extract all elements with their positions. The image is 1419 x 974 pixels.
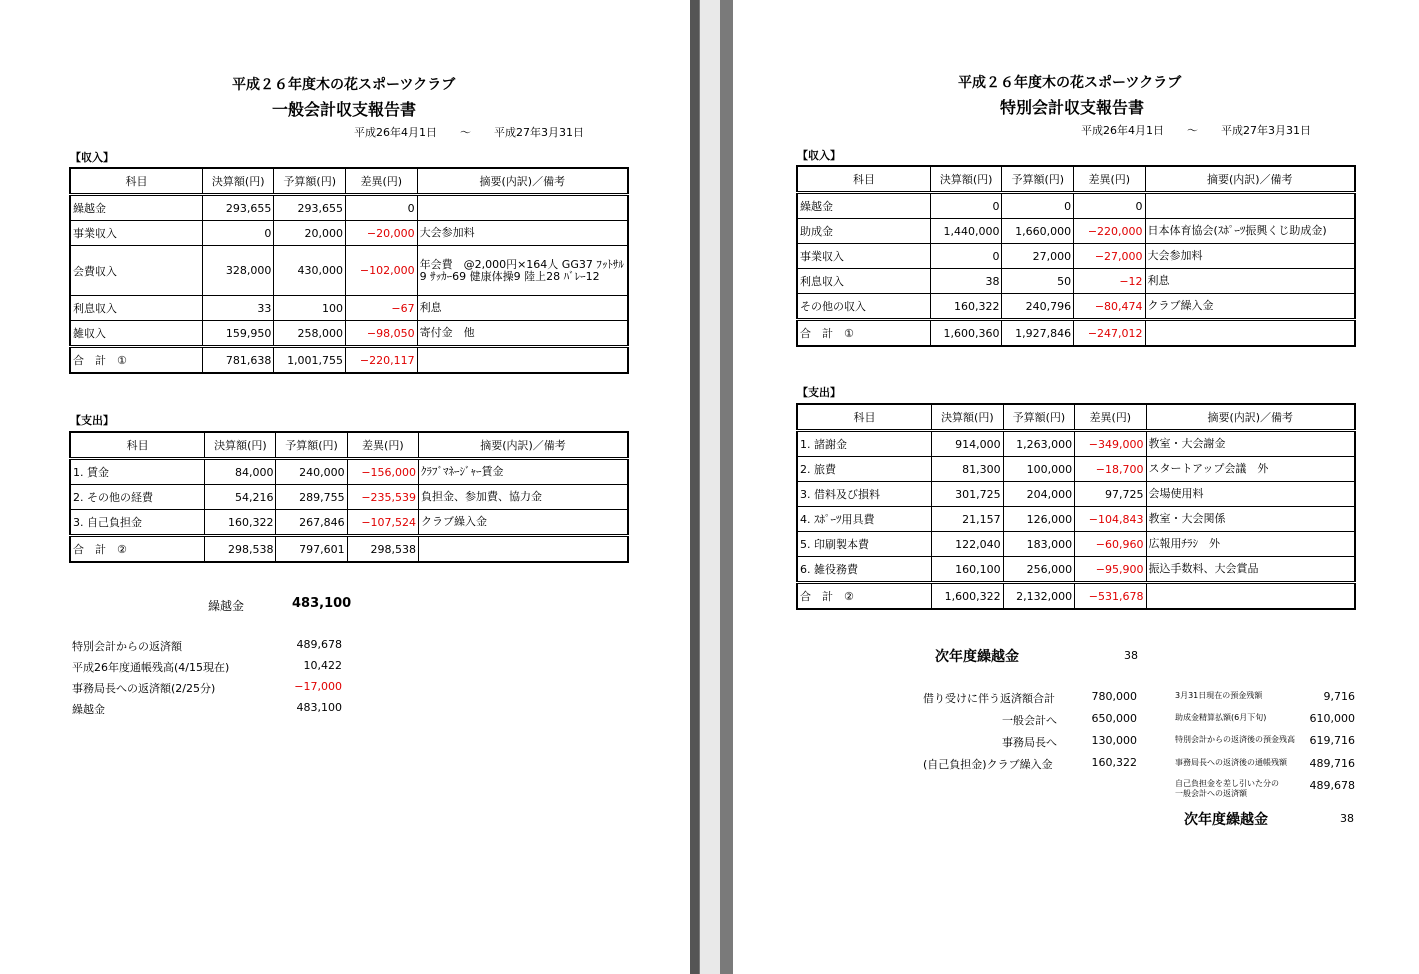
cell-diff: −80,474	[1074, 294, 1145, 320]
summary-label: 事務局長へ	[1002, 736, 1057, 749]
total-row	[797, 583, 1355, 610]
period-to: 平成27年3月31日	[1221, 124, 1311, 137]
cell-diff: −220,000	[1074, 219, 1145, 244]
cell-actual: 21,157	[932, 507, 1004, 532]
summary-label: 事務局長への返済額(2/25分)	[72, 682, 216, 695]
summary-label: 特別会計からの返済額	[72, 640, 182, 653]
header-diff: 差異(円)	[1074, 166, 1145, 193]
cell-item: 雑収入	[70, 321, 203, 347]
cell-note: 寄付金 他	[417, 321, 628, 347]
cell-budget: 20,000	[274, 221, 346, 246]
cell-budget: 258,000	[274, 321, 346, 347]
cell-note: 負担金、参加費、協力金	[419, 485, 628, 510]
cell-actual: 298,538	[205, 536, 276, 563]
cell-actual: 293,655	[203, 195, 274, 221]
cell-item: 利息収入	[70, 296, 203, 321]
table-header-row	[70, 432, 628, 459]
summary-row	[1175, 690, 1355, 712]
cell-budget: 183,000	[1003, 532, 1075, 557]
cell-note: クラブ繰入金	[1145, 294, 1355, 320]
header-diff: 差異(円)	[347, 432, 418, 459]
cell-diff: −98,050	[346, 321, 418, 347]
summary-row	[72, 659, 342, 680]
table-row	[70, 321, 628, 347]
cell-diff: 0	[346, 195, 418, 221]
table-row	[797, 507, 1355, 532]
cell-actual: 914,000	[932, 431, 1004, 457]
page-special-account	[733, 0, 1419, 974]
table-row	[797, 269, 1355, 294]
cell-item: 3. 借料及び損料	[797, 482, 932, 507]
summary-label: 3月31日現在の預金残額	[1175, 691, 1263, 700]
cell-item: 5. 印刷製本費	[797, 532, 932, 557]
cell-diff: −104,843	[1075, 507, 1146, 532]
expense-section-label: 【支出】	[797, 386, 841, 399]
header-actual: 決算額(円)	[203, 168, 274, 195]
cell-diff: −107,524	[347, 510, 418, 536]
page-divider	[690, 0, 733, 974]
summary-label: 繰越金	[72, 703, 105, 716]
header-item: 科目	[797, 404, 932, 431]
repayment-summary	[923, 690, 1137, 778]
cell-item: 利息収入	[797, 269, 930, 294]
cell-note	[1145, 193, 1355, 219]
cell-item: 合 計 ①	[797, 320, 930, 347]
summary-row	[1175, 757, 1355, 779]
cell-diff: 97,725	[1075, 482, 1146, 507]
header-actual: 決算額(円)	[205, 432, 276, 459]
cell-budget: 100	[274, 296, 346, 321]
cell-actual: 54,216	[205, 485, 276, 510]
cell-item: 1. 賃金	[70, 459, 205, 485]
cell-diff: −235,539	[347, 485, 418, 510]
header-note: 摘要(内訳)／備考	[1145, 166, 1355, 193]
cell-note: 振込手数料、大会賞品	[1146, 557, 1355, 583]
cell-note: 利息	[1145, 269, 1355, 294]
cell-actual: 81,300	[932, 457, 1004, 482]
header-budget: 予算額(円)	[1003, 404, 1075, 431]
summary-row	[923, 712, 1137, 734]
table-row	[797, 244, 1355, 269]
cell-item: 4. ｽﾎﾟｰﾂ用具費	[797, 507, 932, 532]
cell-note: 大会参加料	[1145, 244, 1355, 269]
cell-item: その他の収入	[797, 294, 930, 320]
period-tilde: ～	[1187, 124, 1198, 137]
page-title: 平成２６年度木の花スポーツクラブ	[958, 75, 1182, 91]
header-budget: 予算額(円)	[274, 168, 346, 195]
cell-diff: 0	[1074, 193, 1145, 219]
cell-diff: −67	[346, 296, 418, 321]
cell-note: スタートアップ会議 外	[1146, 457, 1355, 482]
cell-note: 年会費 @2,000円×164人 GG37 ﾌｯﾄｻﾙ9 ｻｯｶｰ69 健康体操9 陸上28 ﾊﾞﾚｰ12	[417, 246, 628, 296]
summary-value: 9,716	[1323, 690, 1355, 703]
cell-budget: 240,796	[1002, 294, 1074, 320]
header-diff: 差異(円)	[1075, 404, 1146, 431]
cell-note: 日本体育協会(ｽﾎﾟｰﾂ振興くじ助成金)	[1145, 219, 1355, 244]
table-row	[70, 485, 628, 510]
cell-actual: 159,950	[203, 321, 274, 347]
cell-item: 3. 自己負担金	[70, 510, 205, 536]
summary-value: 780,000	[1091, 690, 1137, 703]
header-item: 科目	[70, 432, 205, 459]
cell-actual: 122,040	[932, 532, 1004, 557]
cell-budget: 27,000	[1002, 244, 1074, 269]
cell-item: 繰越金	[797, 193, 930, 219]
total-row	[70, 347, 628, 374]
cell-note: 会場使用料	[1146, 482, 1355, 507]
cell-actual: 1,600,360	[930, 320, 1002, 347]
final-carry-label: 次年度繰越金	[1184, 812, 1268, 828]
table-row	[797, 193, 1355, 219]
expense-section-label: 【支出】	[70, 414, 114, 427]
cell-diff: −102,000	[346, 246, 418, 296]
period-from: 平成26年4月1日	[354, 126, 437, 139]
cell-diff: −247,012	[1074, 320, 1145, 347]
cell-budget: 267,846	[276, 510, 347, 536]
table-row	[70, 459, 628, 485]
total-row	[797, 320, 1355, 347]
summary-row	[72, 680, 342, 701]
cell-diff: −12	[1074, 269, 1145, 294]
cell-note: ｸﾗﾌﾞﾏﾈｰｼﾞｬｰ賃金	[419, 459, 628, 485]
report-title: 一般会計収支報告書	[272, 100, 417, 119]
table-row	[70, 246, 628, 296]
table-header-row	[797, 166, 1355, 193]
cell-item: 2. その他の経費	[70, 485, 205, 510]
cell-item: 6. 雑役務費	[797, 557, 932, 583]
summary-label: (自己負担金)クラブ繰入金	[923, 758, 1053, 771]
cell-item: 事業収入	[797, 244, 930, 269]
cell-actual: 781,638	[203, 347, 274, 374]
cell-budget: 204,000	[1003, 482, 1075, 507]
summary-value: 489,678	[296, 638, 342, 651]
cell-item: 助成金	[797, 219, 930, 244]
cell-budget: 1,660,000	[1002, 219, 1074, 244]
cell-actual: 0	[930, 244, 1002, 269]
summary-value: −17,000	[294, 680, 342, 693]
next-carry-value: 38	[1124, 649, 1138, 662]
summary-value: 619,716	[1309, 734, 1355, 747]
report-title: 特別会計収支報告書	[1000, 98, 1145, 117]
cell-note	[417, 195, 628, 221]
cell-diff: −27,000	[1074, 244, 1145, 269]
header-budget: 予算額(円)	[276, 432, 347, 459]
table-row	[797, 457, 1355, 482]
cell-diff: 298,538	[347, 536, 418, 563]
page-general-account	[0, 0, 690, 974]
cell-item: 会費収入	[70, 246, 203, 296]
summary-value: 160,322	[1091, 756, 1137, 769]
cell-actual: 328,000	[203, 246, 274, 296]
table-header-row	[797, 404, 1355, 431]
summary-value: 10,422	[303, 659, 342, 672]
summary-block	[72, 638, 342, 722]
cell-budget: 2,132,000	[1003, 583, 1075, 610]
cell-diff: −20,000	[346, 221, 418, 246]
table-row	[797, 431, 1355, 457]
summary-value: 489,716	[1309, 757, 1355, 770]
summary-row	[1175, 779, 1355, 809]
cell-actual: 84,000	[205, 459, 276, 485]
cell-note: 教室・大会関係	[1146, 507, 1355, 532]
carry-label: 繰越金	[208, 599, 245, 613]
cell-item: 合 計 ①	[70, 347, 203, 374]
table-row	[797, 482, 1355, 507]
cell-note	[1145, 320, 1355, 347]
summary-row	[923, 690, 1137, 712]
cell-actual: 33	[203, 296, 274, 321]
header-budget: 予算額(円)	[1002, 166, 1074, 193]
final-carry-value: 38	[1340, 812, 1354, 825]
summary-label: 一般会計へ	[1002, 714, 1057, 727]
cell-note	[419, 536, 628, 563]
cell-item: 1. 諸謝金	[797, 431, 932, 457]
page-title: 平成２６年度木の花スポーツクラブ	[232, 77, 456, 93]
cell-actual: 160,322	[930, 294, 1002, 320]
cell-actual: 1,440,000	[930, 219, 1002, 244]
cell-note: 大会参加料	[417, 221, 628, 246]
table-row	[70, 296, 628, 321]
table-row	[70, 510, 628, 536]
expense-table	[69, 431, 629, 563]
summary-value: 489,678	[1309, 779, 1355, 792]
period-from: 平成26年4月1日	[1081, 124, 1164, 137]
cell-diff: −220,117	[346, 347, 418, 374]
cell-budget: 1,927,846	[1002, 320, 1074, 347]
cell-diff: −349,000	[1075, 431, 1146, 457]
summary-label: 助成金精算払額(6月下旬)	[1175, 713, 1267, 722]
cell-budget: 50	[1002, 269, 1074, 294]
cell-budget: 293,655	[274, 195, 346, 221]
period-tilde: ～	[460, 126, 471, 139]
summary-value: 483,100	[296, 701, 342, 714]
cell-budget: 797,601	[276, 536, 347, 563]
cell-budget: 126,000	[1003, 507, 1075, 532]
income-table	[69, 167, 629, 374]
cell-diff: −95,900	[1075, 557, 1146, 583]
cell-budget: 100,000	[1003, 457, 1075, 482]
summary-value: 650,000	[1091, 712, 1137, 725]
summary-label: 借り受けに伴う返済額合計	[923, 692, 1055, 705]
summary-value: 130,000	[1091, 734, 1137, 747]
cell-note	[417, 347, 628, 374]
cell-actual: 0	[930, 193, 1002, 219]
header-note: 摘要(内訳)／備考	[1146, 404, 1355, 431]
cell-budget: 289,755	[276, 485, 347, 510]
cell-note: 広報用ﾁﾗｼ 外	[1146, 532, 1355, 557]
cell-actual: 160,322	[205, 510, 276, 536]
cell-actual: 301,725	[932, 482, 1004, 507]
cell-diff: −60,960	[1075, 532, 1146, 557]
header-diff: 差異(円)	[346, 168, 418, 195]
table-row	[70, 221, 628, 246]
table-row	[797, 532, 1355, 557]
cell-budget: 0	[1002, 193, 1074, 219]
table-row	[70, 195, 628, 221]
income-section-label: 【収入】	[797, 149, 841, 162]
summary-row	[923, 734, 1137, 756]
cell-note	[1146, 583, 1355, 610]
table-header-row	[70, 168, 628, 195]
cell-budget: 1,001,755	[274, 347, 346, 374]
cell-item: 2. 旅費	[797, 457, 932, 482]
cell-item: 事業収入	[70, 221, 203, 246]
cell-budget: 1,263,000	[1003, 431, 1075, 457]
cell-diff: −156,000	[347, 459, 418, 485]
cell-actual: 160,100	[932, 557, 1004, 583]
header-note: 摘要(内訳)／備考	[417, 168, 628, 195]
cell-note: 利息	[417, 296, 628, 321]
cell-note: 教室・大会謝金	[1146, 431, 1355, 457]
summary-row	[72, 701, 342, 722]
summary-row	[923, 756, 1137, 778]
summary-value: 610,000	[1309, 712, 1355, 725]
summary-label: 特別会計からの返済後の預金残高	[1175, 735, 1295, 744]
cell-item: 合 計 ②	[70, 536, 205, 563]
cell-actual: 1,600,322	[932, 583, 1004, 610]
table-row	[797, 219, 1355, 244]
expense-table	[796, 403, 1356, 610]
cell-budget: 256,000	[1003, 557, 1075, 583]
cell-budget: 240,000	[276, 459, 347, 485]
header-note: 摘要(内訳)／備考	[419, 432, 628, 459]
header-actual: 決算額(円)	[930, 166, 1002, 193]
cell-budget: 430,000	[274, 246, 346, 296]
summary-label: 平成26年度通帳残高(4/15現在)	[72, 661, 230, 674]
period-to: 平成27年3月31日	[494, 126, 584, 139]
cell-item: 繰越金	[70, 195, 203, 221]
next-carry-label: 次年度繰越金	[935, 649, 1019, 665]
cell-note: クラブ繰入金	[419, 510, 628, 536]
summary-label: 事務局長への返済後の通帳残額	[1175, 758, 1287, 767]
income-table	[796, 165, 1356, 347]
total-row	[70, 536, 628, 563]
header-actual: 決算額(円)	[932, 404, 1004, 431]
carry-value: 483,100	[292, 596, 352, 611]
cell-diff: −531,678	[1075, 583, 1146, 610]
summary-row	[1175, 734, 1355, 757]
table-row	[797, 294, 1355, 320]
balance-summary	[1175, 690, 1355, 809]
cell-diff: −18,700	[1075, 457, 1146, 482]
income-section-label: 【収入】	[70, 151, 114, 164]
summary-row	[1175, 712, 1355, 734]
cell-actual: 38	[930, 269, 1002, 294]
table-row	[797, 557, 1355, 583]
summary-label: 自己負担金を差し引いた分の一般会計への返済額	[1175, 779, 1279, 798]
summary-row	[72, 638, 342, 659]
header-item: 科目	[797, 166, 930, 193]
cell-item: 合 計 ②	[797, 583, 932, 610]
cell-actual: 0	[203, 221, 274, 246]
header-item: 科目	[70, 168, 203, 195]
